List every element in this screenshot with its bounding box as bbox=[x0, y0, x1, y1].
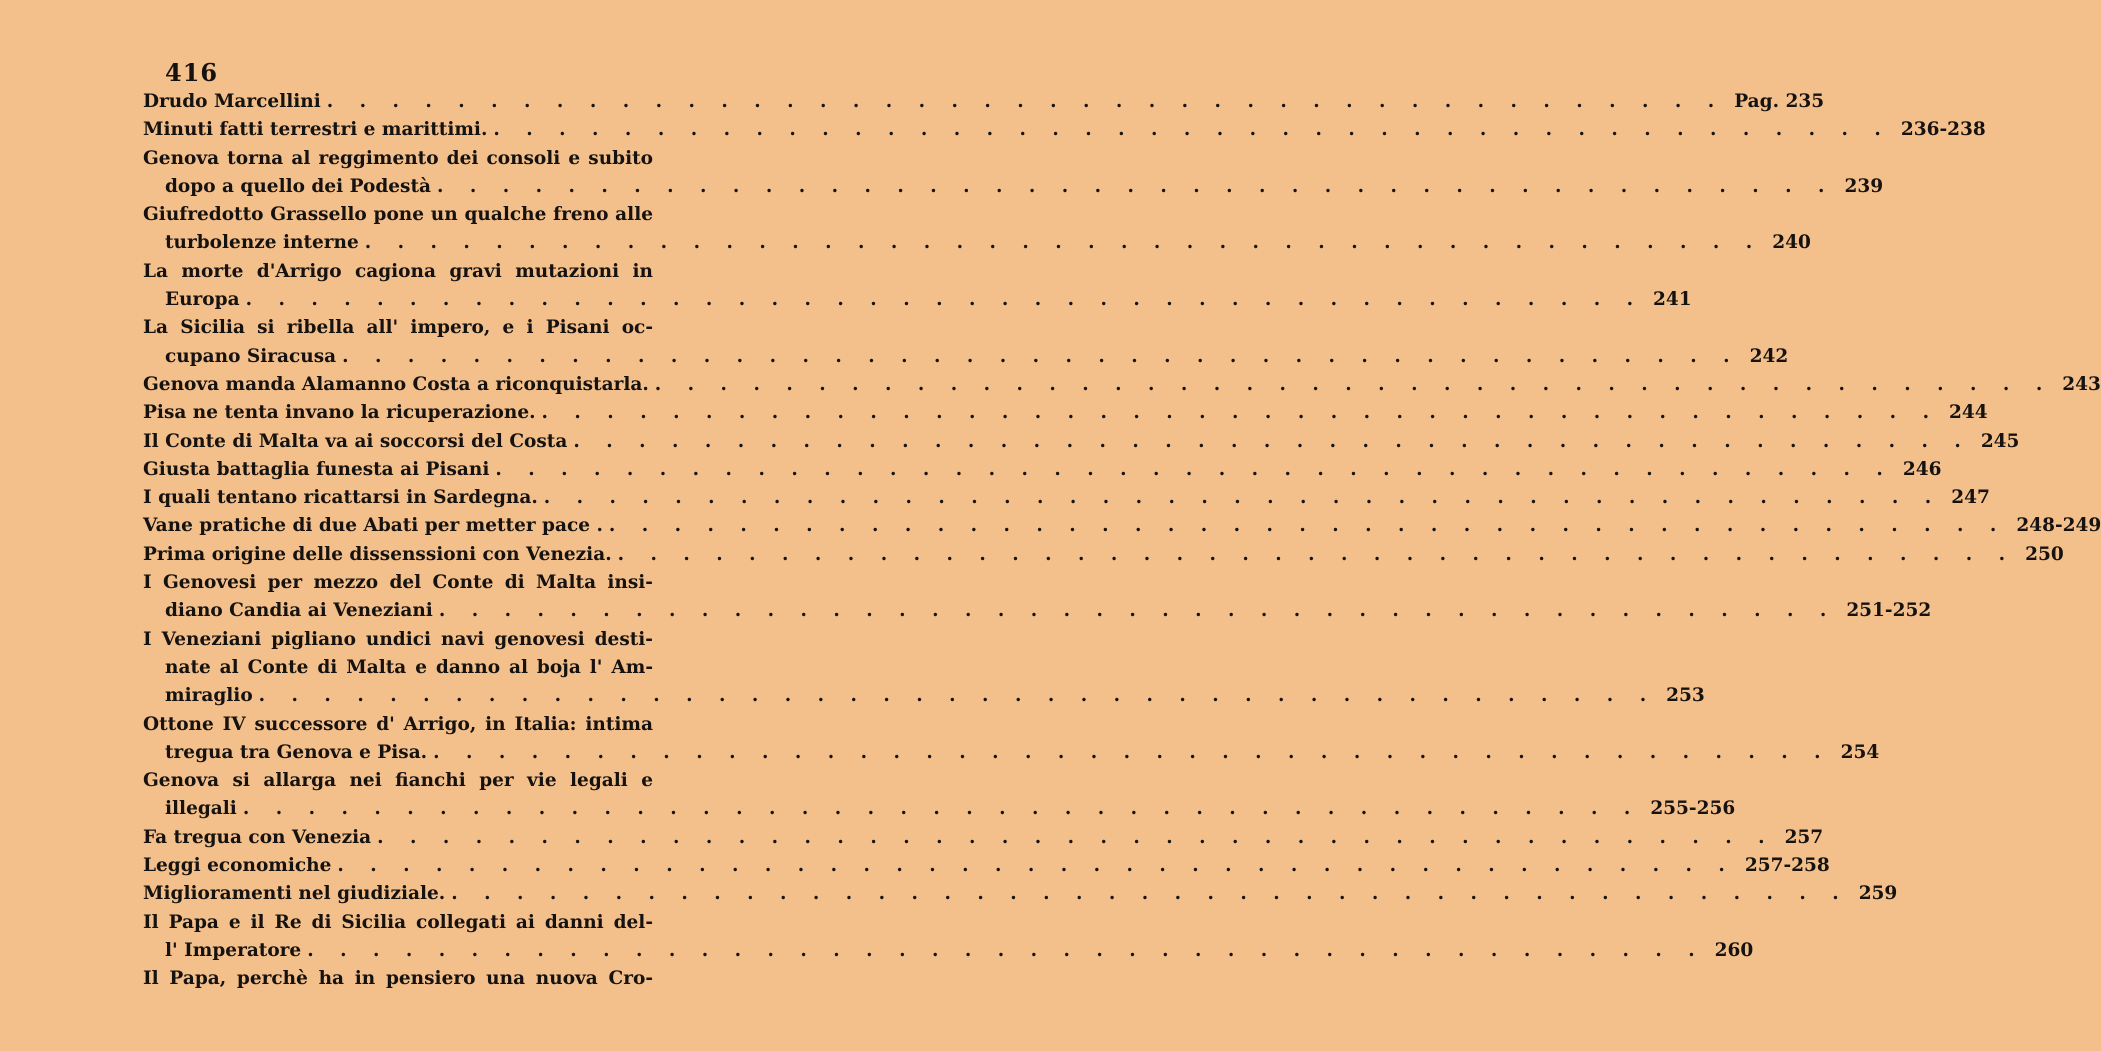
toc-entry-page: 250 bbox=[2025, 543, 2064, 565]
toc-entry bbox=[143, 739, 1880, 767]
toc-entry-page: 260 bbox=[1714, 939, 1754, 961]
toc-entry bbox=[143, 145, 653, 173]
toc-entry-page: 248-249 bbox=[2016, 515, 2101, 537]
dot-leader bbox=[331, 852, 1740, 880]
toc-entry-page: 259 bbox=[1858, 883, 1898, 905]
toc-entry-text: Genova manda Alamanno Costa a riconquistarla. bbox=[143, 373, 649, 395]
toc-entry-text: diano Candia ai Veneziani bbox=[165, 600, 433, 622]
toc-entry-text: La morte d'Arrigo cagiona gravi mutazioni in bbox=[143, 260, 653, 282]
toc-entry bbox=[143, 909, 653, 937]
toc-entry bbox=[143, 880, 1898, 908]
toc-entry bbox=[143, 286, 1692, 314]
toc-entry-page: 244 bbox=[1949, 402, 1988, 424]
dot-leader bbox=[301, 937, 1710, 965]
toc-entry bbox=[143, 569, 653, 597]
toc-entry-page: 236-238 bbox=[1900, 119, 1986, 141]
dot-leader bbox=[612, 541, 2021, 569]
toc-entry-page: 245 bbox=[1980, 430, 2020, 452]
dot-leader bbox=[567, 428, 1976, 456]
toc-entry bbox=[143, 88, 1825, 116]
toc-entry bbox=[143, 314, 653, 342]
toc-entry-text: l' Imperatore bbox=[165, 939, 302, 961]
toc-entry-text: turbolenze interne bbox=[165, 232, 359, 254]
toc-entry bbox=[143, 795, 1736, 823]
toc-entry bbox=[143, 484, 1990, 512]
toc-entry-text: Il Conte di Malta va ai soccorsi del Costa bbox=[143, 430, 568, 452]
dot-leader bbox=[431, 173, 1840, 201]
toc-entry bbox=[143, 824, 1824, 852]
toc-entry-page: 239 bbox=[1844, 175, 1884, 197]
toc-entry-text: I quali tentano ricattarsi in Sardegna. bbox=[143, 487, 538, 509]
dot-leader bbox=[433, 597, 1842, 625]
toc-entry-text: Genova torna al reggimento dei consoli e subito bbox=[143, 147, 653, 169]
toc-entry bbox=[143, 626, 653, 654]
toc-entry bbox=[143, 116, 1986, 144]
toc-entry-page: 255-256 bbox=[1650, 798, 1736, 820]
toc-entry bbox=[143, 229, 1811, 257]
toc-entry bbox=[143, 541, 2064, 569]
toc-entry-page: 251-252 bbox=[1846, 600, 1932, 622]
toc-entry-text: dopo a quello dei Podestà bbox=[165, 175, 431, 197]
toc-entry bbox=[143, 852, 1830, 880]
toc-entry-text: I Genovesi per mezzo del Conte di Malta insi- bbox=[143, 572, 653, 594]
toc-entry-page: 241 bbox=[1653, 289, 1692, 311]
toc-entry bbox=[143, 428, 2020, 456]
table-of-contents bbox=[143, 88, 2101, 994]
toc-entry bbox=[143, 654, 653, 682]
toc-entry-text: Prima origine delle dissenssioni con Venezia. bbox=[143, 543, 612, 565]
toc-entry-text: Leggi economiche bbox=[143, 855, 332, 877]
toc-entry bbox=[143, 682, 1705, 710]
toc-entry-text: Ottone IV successore d' Arrigo, in Italia: intima bbox=[143, 713, 653, 735]
toc-entry-page: 246 bbox=[1902, 458, 1942, 480]
toc-entry bbox=[143, 399, 1988, 427]
toc-entry bbox=[143, 343, 1789, 371]
toc-entry-page: 240 bbox=[1772, 232, 1811, 254]
dot-leader bbox=[240, 286, 1649, 314]
toc-entry-page: 257-258 bbox=[1744, 855, 1830, 877]
toc-entry bbox=[143, 512, 2101, 540]
dot-leader bbox=[321, 88, 1730, 116]
dot-leader bbox=[489, 456, 1898, 484]
toc-entry-text: Il Papa e il Re di Sicilia collegati ai danni del- bbox=[143, 911, 653, 933]
toc-entry bbox=[143, 711, 653, 739]
toc-entry-page: 257 bbox=[1784, 826, 1824, 848]
toc-entry-text: La Sicilia si ribella all' impero, e i Pisani oc- bbox=[143, 317, 653, 339]
toc-entry bbox=[143, 201, 653, 229]
toc-entry-page: 254 bbox=[1840, 741, 1880, 763]
toc-entry bbox=[143, 456, 1942, 484]
dot-leader bbox=[445, 880, 1854, 908]
page-number: 416 bbox=[165, 58, 219, 87]
toc-entry-text: illegali bbox=[165, 798, 237, 820]
toc-entry-text: Fa tregua con Venezia bbox=[143, 826, 372, 848]
toc-entry-page: Pag. 235 bbox=[1734, 91, 1825, 112]
toc-entry-text: Vane pratiche di due Abati per metter pace . bbox=[143, 515, 603, 537]
dot-leader bbox=[427, 739, 1836, 767]
toc-entry-text: Genova si allarga nei fianchi per vie legali e bbox=[143, 770, 653, 792]
toc-entry-text: nate al Conte di Malta e danno al boja l' Am- bbox=[165, 656, 653, 678]
toc-entry-text: I Veneziani pigliano undici navi genovesi desti- bbox=[143, 628, 653, 650]
toc-entry bbox=[143, 173, 1884, 201]
toc-entry-text: Europa bbox=[165, 289, 240, 311]
toc-entry-text: cupano Siracusa bbox=[165, 345, 337, 367]
toc-entry-text: Drudo Marcellini bbox=[143, 91, 321, 112]
dot-leader bbox=[359, 229, 1768, 257]
toc-entry-page: 242 bbox=[1749, 345, 1789, 367]
toc-entry bbox=[143, 965, 653, 993]
dot-leader bbox=[649, 371, 2058, 399]
toc-entry bbox=[143, 767, 653, 795]
toc-entry bbox=[143, 597, 1932, 625]
dot-leader bbox=[536, 399, 1945, 427]
toc-entry bbox=[143, 937, 1754, 965]
toc-entry-page: 243 bbox=[2062, 373, 2101, 395]
toc-entry-text: tregua tra Genova e Pisa. bbox=[165, 741, 428, 763]
toc-entry-text: Giufredotto Grassello pone un qualche freno alle bbox=[143, 204, 653, 226]
toc-entry-page: 247 bbox=[1951, 487, 1990, 509]
toc-entry-text: Miglioramenti nel giudiziale. bbox=[143, 883, 446, 905]
dot-leader bbox=[336, 343, 1745, 371]
toc-entry-text: miraglio bbox=[165, 685, 253, 707]
dot-leader bbox=[538, 484, 1947, 512]
dot-leader bbox=[237, 795, 1646, 823]
toc-entry-page: 253 bbox=[1666, 685, 1705, 707]
toc-entry-text: Minuti fatti terrestri e marittimi. bbox=[143, 119, 488, 141]
dot-leader bbox=[371, 824, 1780, 852]
toc-entry-text: Pisa ne tenta invano la ricuperazione. bbox=[143, 402, 536, 424]
toc-entry bbox=[143, 258, 653, 286]
toc-entry bbox=[143, 371, 2101, 399]
dot-leader bbox=[253, 682, 1662, 710]
dot-leader bbox=[603, 512, 2012, 540]
toc-entry-text: Giusta battaglia funesta ai Pisani bbox=[143, 458, 490, 480]
dot-leader bbox=[487, 116, 1896, 144]
toc-entry-text: Il Papa, perchè ha in pensiero una nuova Cro- bbox=[143, 968, 653, 990]
